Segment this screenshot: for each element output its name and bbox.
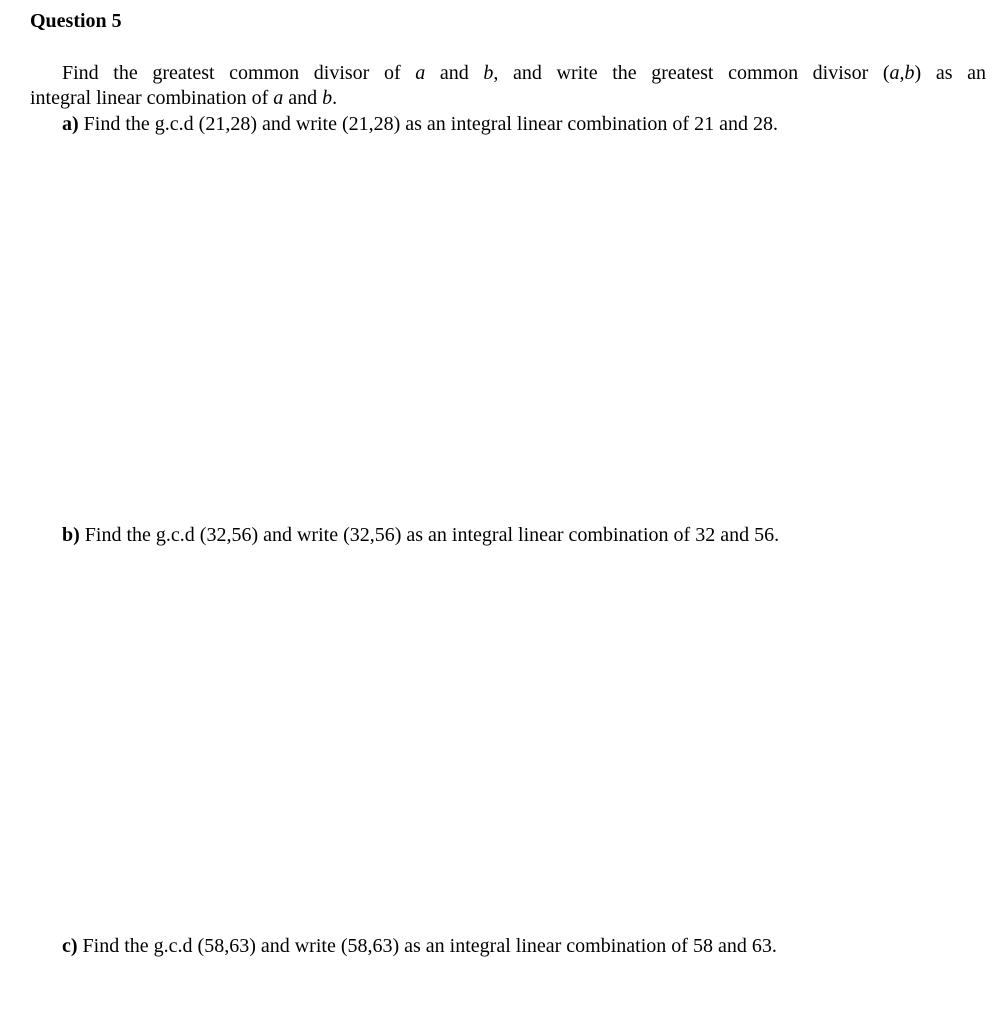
intro-text: and bbox=[283, 87, 323, 109]
intro-text: ) bbox=[914, 62, 922, 84]
intro-text: integral linear combination of bbox=[30, 87, 274, 109]
part-text: Find the g.c.d (21,28) and write (21,28) as an integral linear combination of 21 and 28. bbox=[78, 113, 778, 135]
part-label: a) bbox=[62, 113, 79, 135]
var-b: b bbox=[483, 62, 494, 84]
intro-text: , bbox=[899, 62, 905, 84]
part-text: Find the g.c.d (58,63) and write (58,63) as an integral linear combination of 58 and 63. bbox=[77, 935, 777, 957]
part-c bbox=[62, 935, 777, 958]
var-b: b bbox=[904, 62, 915, 84]
intro-line-1 bbox=[30, 61, 986, 86]
part-label: b) bbox=[62, 524, 80, 546]
part-a bbox=[62, 113, 778, 136]
var-b: b bbox=[322, 87, 333, 109]
question-title: Question 5 bbox=[30, 10, 122, 32]
intro-text: , and write the greatest common divisor bbox=[493, 62, 883, 84]
var-a: a bbox=[273, 87, 284, 109]
intro-text: . bbox=[332, 87, 338, 109]
intro-text: as an bbox=[921, 62, 986, 84]
part-b bbox=[62, 524, 779, 547]
part-label: c) bbox=[62, 935, 78, 957]
question-intro bbox=[30, 61, 986, 111]
intro-line-2 bbox=[30, 86, 986, 111]
var-a: a bbox=[415, 62, 426, 84]
part-text: Find the g.c.d (32,56) and write (32,56) as an integral linear combination of 32 and 56. bbox=[79, 524, 780, 546]
intro-text: ( bbox=[882, 62, 890, 84]
intro-text: and bbox=[425, 62, 484, 84]
var-a: a bbox=[889, 62, 900, 84]
intro-text: Find the greatest common divisor of bbox=[62, 62, 416, 84]
